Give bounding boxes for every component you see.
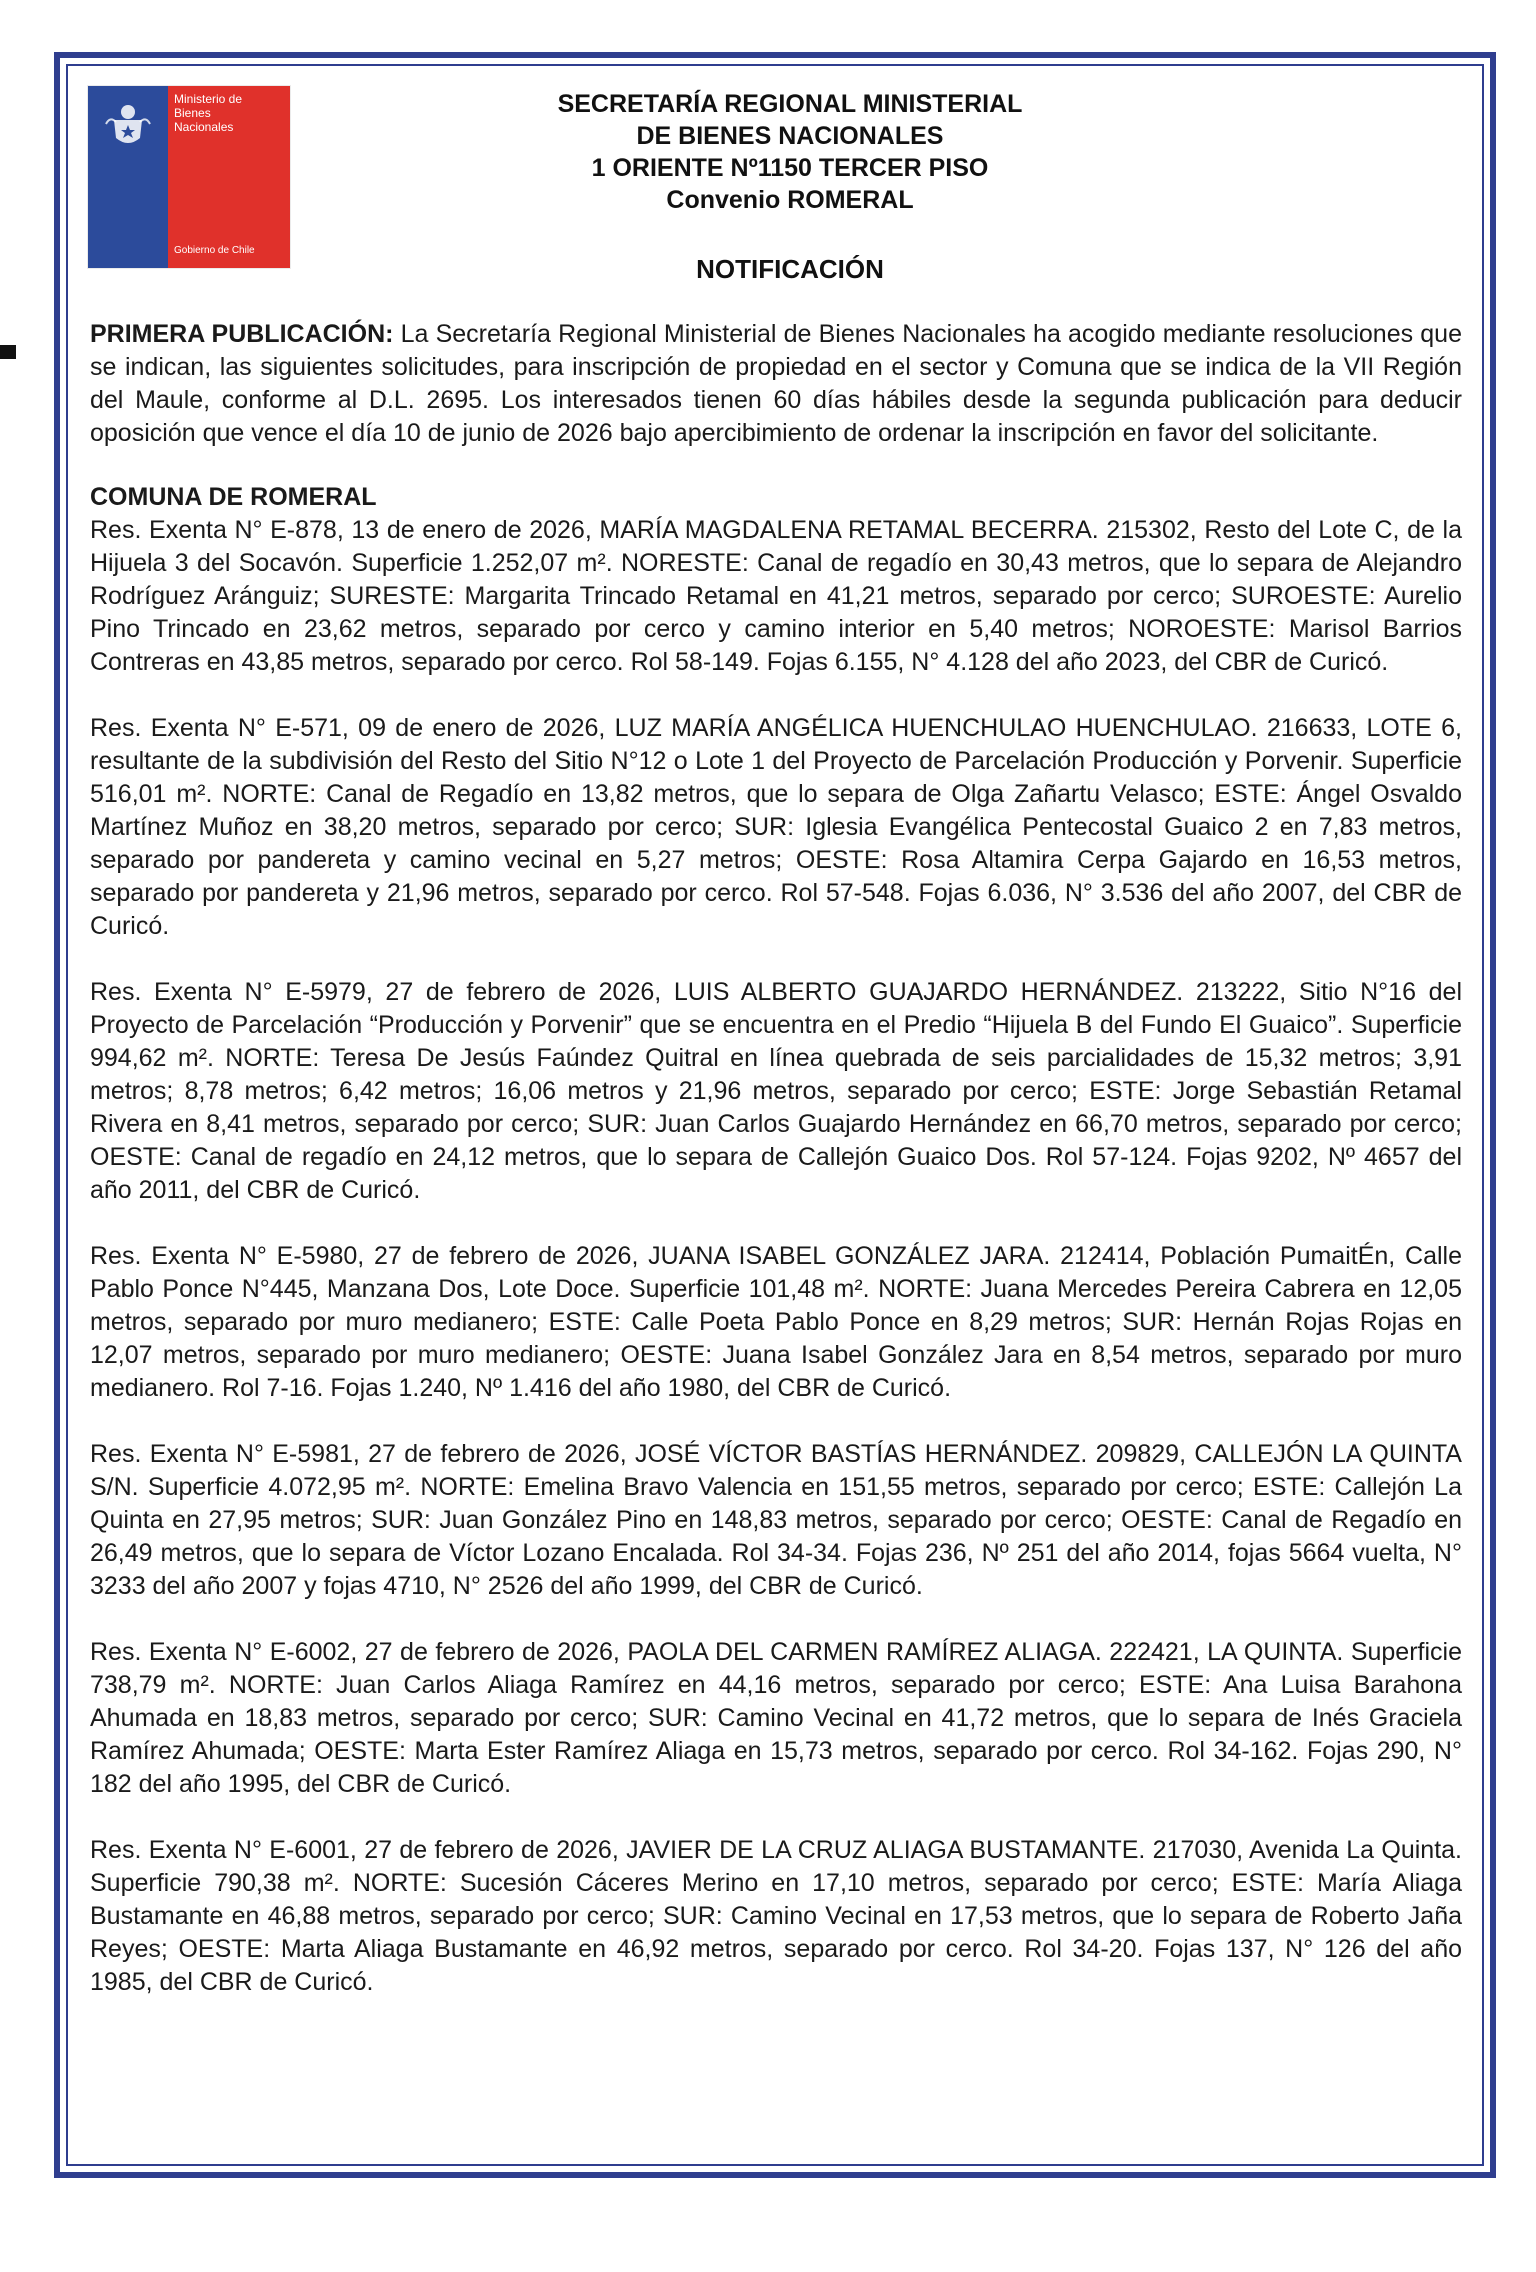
logo-blue-panel bbox=[88, 86, 168, 268]
entry-paragraph: Res. Exenta N° E-5980, 27 de febrero de 2026, JUANA ISABEL GONZÁLEZ JARA. 212414, Población PumaitÉn, Calle Pablo Ponce N°445, Manzana Dos, Lote Doce. Superficie 101,48 m². NORTE: Juana Mercedes Pereira Cabrera en 12,05 metros, separado por muro medianero; ESTE: Calle Poeta Pablo Ponce en 8,29 metros; SUR: Hernán Rojas Rojas en 12,07 metros, separado por muro medianero; OESTE: Juana Isabel González Jara en 8,54 metros, separado por muro medianero. Rol 7-16. Fojas 1.240, Nº 1.416 del año 1980, del CBR de Curicó. bbox=[90, 1242, 1462, 1402]
header-line-4: Convenio ROMERAL bbox=[666, 186, 914, 214]
page-edge-mark bbox=[0, 345, 16, 359]
coat-of-arms-icon bbox=[100, 98, 156, 154]
logo-government-text: Gobierno de Chile bbox=[174, 245, 255, 256]
ministry-logo bbox=[88, 86, 290, 268]
entry-paragraph: Res. Exenta N° E-878, 13 de enero de 2026, MARÍA MAGDALENA RETAMAL BECERRA. 215302, Resto del Lote C, de la Hijuela 3 del Socavón. Superficie 1.252,07 m². NORESTE: Canal de regadío en 30,43 metros, que lo separa de Alejandro Rodríguez Aránguiz; SURESTE: Margarita Trincado Retamal en 41,21 metros, separado por cerco; SUROESTE: Aurelio Pino Trincado en 23,62 metros, separado por cerco y camino interior en 5,40 metros; NOROESTE: Marisol Barrios Contreras en 43,85 metros, separado por cerco. Rol 58-149. Fojas 6.155, N° 4.128 del año 2023, del CBR de Curicó. bbox=[90, 516, 1462, 676]
entry-paragraph: Res. Exenta N° E-5981, 27 de febrero de 2026, JOSÉ VÍCTOR BASTÍAS HERNÁNDEZ. 209829, CALLEJÓN LA QUINTA S/N. Superficie 4.072,95 m². NORTE: Emelina Bravo Valencia en 151,55 metros, separado por cerco; ESTE: Callejón La Quinta en 27,95 metros; SUR: Juan González Pino en 148,83 metros, separado por cerco; OESTE: Canal de Regadío en 26,49 metros, que lo separa de Víctor Lozano Encalada. Rol 34-34. Fojas 236, Nº 251 del año 2014, fojas 5664 vuelta, N° 3233 del año 2007 y fojas 4710, N° 2526 del año 1999, del CBR de Curicó. bbox=[90, 1440, 1462, 1600]
entry-paragraph: Res. Exenta N° E-5979, 27 de febrero de 2026, LUIS ALBERTO GUAJARDO HERNÁNDEZ. 213222, Sitio N°16 del Proyecto de Parcelación “Producción y Porvenir” que se encuentra en el Predio “Hijuela B del Fundo El Guaico”. Superficie 994,62 m². NORTE: Teresa De Jesús Faúndez Quitral en línea quebrada de seis parcialidades de 15,32 metros; 3,91 metros; 8,78 metros; 6,42 metros; 16,06 metros y 21,96 metros, separado por cerco; ESTE: Jorge Sebastián Retamal Rivera en 8,41 metros, separado por cerco; SUR: Juan Carlos Guajardo Hernández en 66,70 metros, separado por cerco; OESTE: Canal de regadío en 24,12 metros, que lo separa de Callejón Guaico Dos. Rol 57-124. Fojas 9202, Nº 4657 del año 2011, del CBR de Curicó. bbox=[90, 978, 1462, 1204]
logo-ministry-text: Ministerio de Bienes Nacionales bbox=[174, 92, 243, 134]
header-line-3: 1 ORIENTE Nº1150 TERCER PISO bbox=[591, 154, 989, 182]
notice-title: NOTIFICACIÓN bbox=[696, 254, 884, 284]
document-header bbox=[290, 88, 1290, 216]
logo-red-panel bbox=[168, 86, 290, 268]
entry-paragraph: Res. Exenta N° E-6001, 27 de febrero de 2026, JAVIER DE LA CRUZ ALIAGA BUSTAMANTE. 217030, Avenida La Quinta. Superficie 790,38 m². NORTE: Sucesión Cáceres Merino en 17,10 metros, separado por cerco; ESTE: María Aliaga Bustamante en 46,88 metros, separado por cerco; SUR: Camino Vecinal en 17,53 metros, que lo separa de Roberto Jaña Reyes; OESTE: Marta Aliaga Bustamante en 46,92 metros, separado por cerco. Rol 34-20. Fojas 137, N° 126 del año 1985, del CBR de Curicó. bbox=[90, 1836, 1462, 1996]
section-title: COMUNA DE ROMERAL bbox=[90, 483, 377, 511]
document-body bbox=[90, 318, 1462, 2032]
header-line-1: SECRETARÍA REGIONAL MINISTERIAL bbox=[557, 90, 1023, 118]
header-line-2: DE BIENES NACIONALES bbox=[636, 122, 944, 150]
intro-text: La Secretaría Regional Ministerial de Bienes Nacionales ha acogido mediante resoluciones que se indican, las siguientes solicitudes, para inscripción de propiedad en el sector y Comuna que se indica de la VII Región del Maule, conforme al D.L. 2695. Los interesados tienen 60 días hábiles desde la segunda publicación para deducir oposición que vence el día 10 de junio de 2026 bajo apercibimiento de ordenar la inscripción en favor del solicitante. bbox=[90, 320, 1462, 447]
entry-paragraph: Res. Exenta N° E-6002, 27 de febrero de 2026, PAOLA DEL CARMEN RAMÍREZ ALIAGA. 222421, LA QUINTA. Superficie 738,79 m². NORTE: Juan Carlos Aliaga Ramírez en 44,16 metros, separado por cerco; ESTE: Ana Luisa Barahona Ahumada en 18,83 metros, separado por cerco; SUR: Camino Vecinal en 41,72 metros, que lo separa de Inés Graciela Ramírez Ahumada; OESTE: Marta Ester Ramírez Aliaga en 15,73 metros, separado por cerco. Rol 34-162. Fojas 290, N° 182 del año 1995, del CBR de Curicó. bbox=[90, 1638, 1462, 1798]
entry-paragraph: Res. Exenta N° E-571, 09 de enero de 2026, LUZ MARÍA ANGÉLICA HUENCHULAO HUENCHULAO. 216633, LOTE 6, resultante de la subdivisión del Resto del Sitio N°12 o Lote 1 del Proyecto de Parcelación Producción y Porvenir. Superficie 516,01 m². NORTE: Canal de Regadío en 13,82 metros, que lo separa de Olga Zañartu Velasco; ESTE: Ángel Osvaldo Martínez Muñoz en 38,20 metros, separado por cerco; SUR: Iglesia Evangélica Pentecostal Guaico 2 en 7,83 metros, separado por pandereta y camino vecinal en 5,27 metros; OESTE: Rosa Altamira Cerpa Gajardo en 16,53 metros, separado por pandereta y 21,96 metros, separado por cerco. Rol 57-548. Fojas 6.036, N° 3.536 del año 2007, del CBR de Curicó. bbox=[90, 714, 1462, 940]
intro-label: PRIMERA PUBLICACIÓN: bbox=[90, 320, 394, 348]
intro-paragraph bbox=[90, 318, 1462, 450]
